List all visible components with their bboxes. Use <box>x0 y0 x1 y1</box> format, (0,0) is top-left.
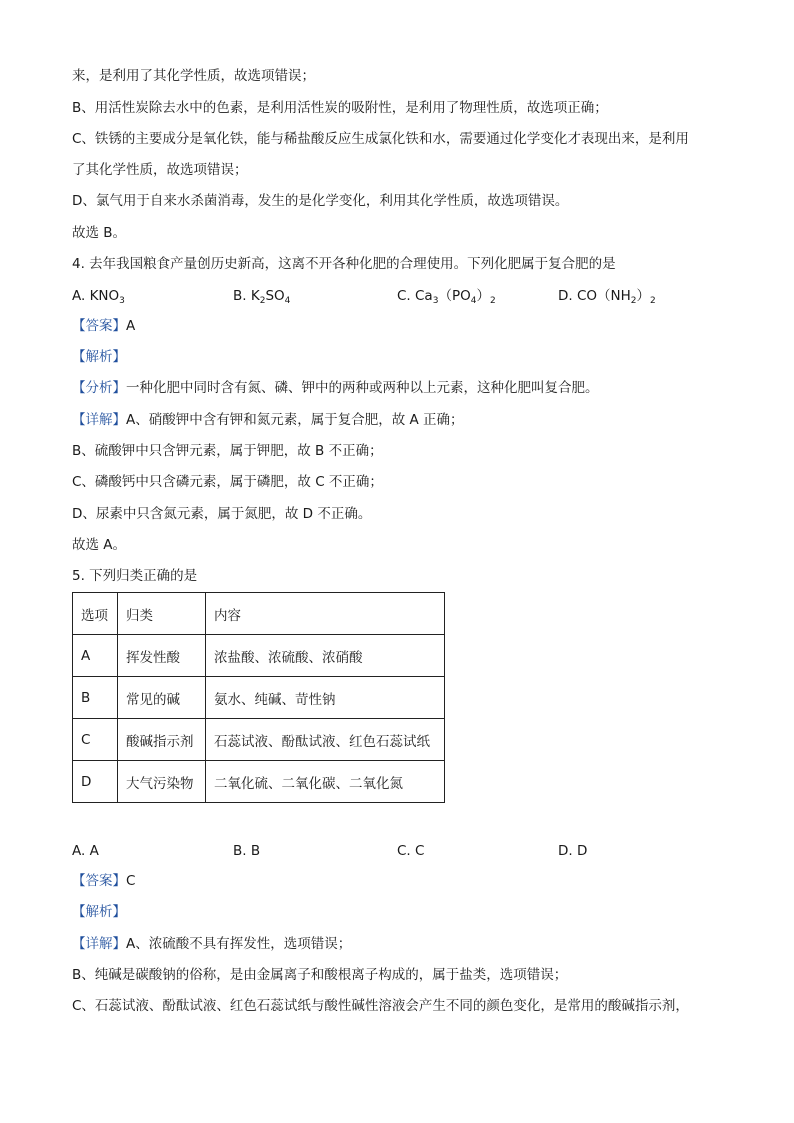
answer-tag: 【答案】 <box>72 318 126 334</box>
classification-table <box>72 592 445 803</box>
table-header-row <box>73 593 445 635</box>
question-5-options <box>72 841 732 861</box>
table-header-cell: 归类 <box>118 593 206 635</box>
table-cell: 酸碱指示剂 <box>118 719 206 761</box>
text-line: C、石蕊试液、酚酞试液、红色石蕊试纸与酸性碱性溶液会产生不同的颜色变化，是常用的酸碱指示剂， <box>72 998 689 1014</box>
table-cell: B <box>73 677 118 719</box>
text-line: B、硫酸钾中只含钾元素，属于钾肥，故 B 不正确； <box>72 443 383 459</box>
analysis-tag: 【解析】 <box>72 904 126 920</box>
text-line: D、氯气用于自来水杀菌消毒，发生的是化学变化，利用其化学性质，故选项错误。 <box>72 193 569 209</box>
text-line: 了其化学性质，故选项错误； <box>72 162 248 178</box>
analysis-tag: 【解析】 <box>72 349 126 365</box>
answer-tag: 【答案】 <box>72 873 126 889</box>
answer-value: C <box>126 873 136 889</box>
analysis-heading <box>72 347 732 367</box>
detail-tag: 【详解】 <box>72 936 126 952</box>
table-cell: 挥发性酸 <box>118 635 206 677</box>
table-header-cell: 内容 <box>206 593 445 635</box>
analysis-heading <box>72 902 732 922</box>
table-cell: A <box>73 635 118 677</box>
option-a: A. A <box>72 843 99 859</box>
answer-line <box>72 316 732 336</box>
text-line: 来，是利用了其化学性质，故选项错误； <box>72 68 315 84</box>
table-header-cell: 选项 <box>73 593 118 635</box>
text-line: C、铁锈的主要成分是氧化铁，能与稀盐酸反应生成氯化铁和水，需要通过化学变化才表现出来，是利用 <box>72 131 689 147</box>
table-cell: 大气污染物 <box>118 761 206 803</box>
text-line: 故选 B。 <box>72 225 127 241</box>
detail-line <box>72 410 732 430</box>
conclusion-line: 故选 A。 <box>72 537 127 553</box>
question-5-stem: 5. 下列归类正确的是 <box>72 568 198 584</box>
question-4-stem: 4. 去年我国粮食产量创历史新高，这离不开各种化肥的合理使用。下列化肥属于复合肥的是 <box>72 256 616 272</box>
table-cell: D <box>73 761 118 803</box>
detail-tag: 【详解】 <box>72 412 126 428</box>
table-row <box>73 761 445 803</box>
question-4-options <box>72 286 732 306</box>
answer-line <box>72 871 732 891</box>
fenxi-text: 一种化肥中同时含有氮、磷、钾中的两种或两种以上元素，这种化肥叫复合肥。 <box>126 380 599 396</box>
option-a: A. $KNO_3$ <box>72 288 125 306</box>
table-cell: C <box>73 719 118 761</box>
table-row <box>73 719 445 761</box>
detail-line <box>72 934 732 954</box>
table-cell: 二氧化硫、二氧化碳、二氧化氮 <box>206 761 445 803</box>
text-line: B、纯碱是碳酸钠的俗称，是由金属离子和酸根离子构成的，属于盐类，选项错误； <box>72 967 568 983</box>
table-cell: 浓盐酸、浓硫酸、浓硝酸 <box>206 635 445 677</box>
table-row <box>73 677 445 719</box>
text-line: B、用活性炭除去水中的色素，是利用活性炭的吸附性，是利用了物理性质，故选项正确； <box>72 100 608 116</box>
option-d: D. $CO(NH_2)_2$ <box>558 288 656 306</box>
text-line: C、磷酸钙中只含磷元素，属于磷肥，故 C 不正确； <box>72 474 383 490</box>
table-cell: 常见的碱 <box>118 677 206 719</box>
table-row <box>73 635 445 677</box>
option-b: B. $K_2SO_4$ <box>233 288 291 306</box>
option-d: D. D <box>558 843 588 859</box>
option-b: B. B <box>233 843 261 859</box>
text-line: D、尿素中只含氮元素，属于氮肥，故 D 不正确。 <box>72 506 372 522</box>
detail-text: A、硝酸钾中含有钾和氮元素，属于复合肥，故 A 正确； <box>126 412 464 428</box>
option-c: C. C <box>397 843 425 859</box>
fenxi-line <box>72 378 732 398</box>
table-cell: 氨水、纯碱、苛性钠 <box>206 677 445 719</box>
answer-value: A <box>126 318 136 334</box>
option-c: C. $Ca_3(PO_4)_2$ <box>397 288 496 306</box>
table-cell: 石蕊试液、酚酞试液、红色石蕊试纸 <box>206 719 445 761</box>
fenxi-tag: 【分析】 <box>72 380 126 396</box>
detail-text: A、浓硫酸不具有挥发性，选项错误； <box>126 936 352 952</box>
